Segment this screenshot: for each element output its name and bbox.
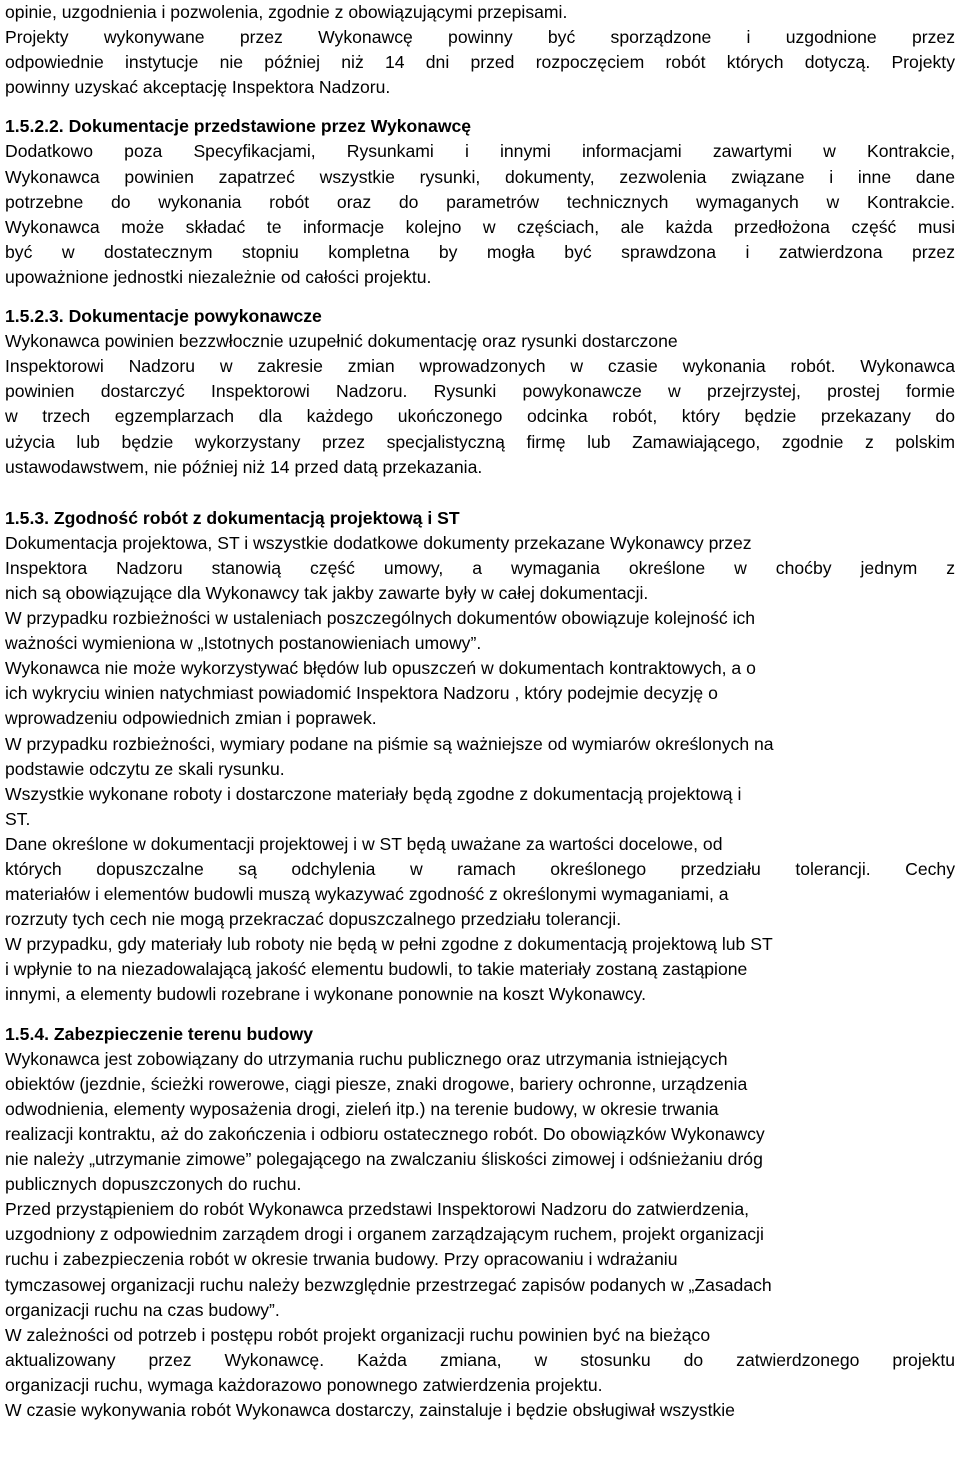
text-line: W zależności od potrzeb i postępu robót projekt organizacji ruchu powinien być na bieżąco: [5, 1324, 711, 1345]
section-1-5-4: [5, 1022, 955, 1424]
text-line: realizacji kontraktu, aż do zakończenia i odbioru ostatecznego robót. Do obowiązków Wykonawcy: [5, 1123, 765, 1144]
section-heading: [5, 304, 955, 329]
intro-paragraph: [5, 0, 955, 100]
text-line: W przypadku, gdy materiały lub roboty nie będą w pełni zgodne z dokumentacją projektową lub ST: [5, 934, 773, 955]
text-line: Dokumentacja projektowa, ST i wszystkie dodatkowe dokumenty przekazane Wykonawcy przez: [5, 532, 752, 553]
text-line: ich wykryciu winien natychmiast powiadomić Inspektora Nadzoru , który podejmie decyzję o: [5, 683, 718, 704]
text-line: potrzebne do wykonania robót oraz do parametrów technicznych wymaganych w Kontrakcie.: [5, 191, 955, 212]
text-line: i wpłynie to na niezadowalającą jakość elementu budowli, to takie materiały zostaną zastąpione: [5, 959, 748, 980]
text-line: powinien dostarczyć Inspektorowi Nadzoru. Rysunki powykonawcze w przejrzystej, prostej formie: [5, 381, 955, 402]
text-line: w trzech egzemplarzach dla każdego ukończonego odcinka robót, który będzie przekazany do: [5, 406, 955, 427]
text-line: których dopuszczalne są odchylenia w ramach określonego przedziału tolerancji. Cechy: [5, 859, 955, 879]
text-line: podstawie odczytu ze skali rysunku.: [5, 758, 285, 779]
text-line: powinny uzyskać akceptację Inspektora Nadzoru.: [5, 77, 391, 98]
section-number: 1.5.3.: [5, 507, 50, 528]
section-title: Zabezpieczenie terenu budowy: [53, 1023, 313, 1044]
text-line: Wykonawca powinien zapatrzeć wszystkie rysunki, dokumenty, zezwolenia związane i inne dane: [5, 166, 955, 187]
text-line: być w dostatecznym stopniu kompletna by mogła być sprawdzona i zatwierdzona przez: [5, 241, 955, 262]
text-line: ST.: [5, 808, 31, 829]
text-line: ruchu i zabezpieczenia robót w okresie trwania budowy. Przy opracowaniu i wdrażaniu: [5, 1249, 678, 1270]
section-heading: [5, 1022, 955, 1047]
text-line: Wykonawca jest zobowiązany do utrzymania ruchu publicznego oraz utrzymania istniejących: [5, 1048, 728, 1069]
section-number: 1.5.2.2.: [5, 116, 64, 137]
text-line: obiektów (jezdnie, ścieżki rowerowe, ciągi piesze, znaki drogowe, bariery ochronne, urządzenia: [5, 1073, 748, 1094]
text-line: upoważnione jednostki niezależnie od całości projektu.: [5, 266, 432, 287]
text-line: organizacji ruchu, wymaga każdorazowo ponownego zatwierdzenia projektu.: [5, 1374, 603, 1395]
section-title: Zgodność robót z dokumentacją projektową i ST: [53, 507, 460, 528]
section-body: [5, 139, 955, 290]
text-line: publicznych dopuszczonych do ruchu.: [5, 1174, 302, 1195]
section-title: Dokumentacje powykonawcze: [68, 306, 322, 327]
section-1-5-2-3: [5, 304, 955, 480]
text-line: ważności wymieniona w „Istotnych postanowieniach umowy”.: [5, 633, 482, 654]
text-line: nie należy „utrzymanie zimowe” polegającego na zwalczaniu śliskości zimowej i odśnieżaniu dróg: [5, 1149, 763, 1170]
text-line: Projekty wykonywane przez Wykonawcę powinny być sporządzone i uzgodnione przez: [5, 27, 955, 48]
text-line: odpowiednie instytucje nie później niż 14 dni przed rozpoczęciem robót których dotyczą. Projekty: [5, 52, 955, 73]
text-line: W przypadku rozbieżności w ustaleniach poszczególnych dokumentów obowiązuje kolejność ich: [5, 608, 756, 629]
text-line: opinie, uzgodnienia i pozwolenia, zgodnie z obowiązującymi przepisami.: [5, 2, 568, 22]
section-body: [5, 329, 955, 480]
text-line: W przypadku rozbieżności, wymiary podane na piśmie są ważniejsze od wymiarów określonych na: [5, 733, 774, 754]
text-line: aktualizowany przez Wykonawcę. Każda zmiana, w stosunku do zatwierdzonego projektu: [5, 1349, 955, 1370]
section-body: [5, 531, 955, 1008]
section-heading: [5, 114, 955, 139]
text-line: tymczasowej organizacji ruchu należy bezwzględnie przestrzegać zapisów podanych w „Zasadach: [5, 1274, 772, 1295]
text-line: Inspektorowi Nadzoru w zakresie zmian wprowadzonych w czasie wykonania robót. Wykonawca: [5, 356, 955, 377]
text-line: W czasie wykonywania robót Wykonawca dostarczy, zainstaluje i będzie obsługiwał wszystkie: [5, 1399, 735, 1420]
text-line: Wszystkie wykonane roboty i dostarczone materiały będą zgodne z dokumentacją projektową i: [5, 783, 742, 804]
text-line: odwodnienia, elementy wyposażenia drogi, zieleń itp.) na terenie budowy, w okresie trwania: [5, 1098, 719, 1119]
text-line: ustawodawstwem, nie później niż 14 przed datą przekazania.: [5, 456, 483, 477]
section-1-5-3: [5, 506, 955, 1008]
section-heading: [5, 506, 955, 531]
section-1-5-2-2: [5, 114, 955, 290]
text-line: organizacji ruchu na czas budowy”.: [5, 1299, 280, 1320]
section-title: Dokumentacje przedstawione przez Wykonawcę: [68, 116, 472, 137]
text-line: rozrzuty tych cech nie mogą przekraczać dopuszczalnego przedziału tolerancji.: [5, 909, 622, 930]
section-body: [5, 1047, 955, 1423]
text-line: Wykonawca nie może wykorzystywać błędów lub opuszczeń w dokumentach kontraktowych, a o: [5, 658, 756, 679]
text-line: Inspektora Nadzoru stanowią część umowy, a wymagania określone w choćby jednym z: [5, 557, 955, 578]
text-line: innymi, a elementy budowli rozebrane i wykonane ponownie na koszt Wykonawcy.: [5, 984, 647, 1005]
text-line: Dane określone w dokumentacji projektowej i w ST będą uważane za wartości docelowe, od: [5, 833, 723, 854]
section-number: 1.5.2.3.: [5, 306, 64, 327]
text-line: Wykonawca powinien bezzwłocznie uzupełnić dokumentację oraz rysunki dostarczone: [5, 331, 678, 352]
text-line: Wykonawca może składać te informacje kolejno w częściach, ale każda przedłożona część musi: [5, 216, 955, 237]
text-line: Dodatkowo poza Specyfikacjami, Rysunkami i innymi informacjami zawartymi w Kontrakcie,: [5, 141, 955, 162]
text-line: uzgodniony z odpowiednim zarządem drogi i organem zarządzającym ruchem, projekt organizacji: [5, 1224, 764, 1245]
section-number: 1.5.4.: [5, 1023, 50, 1044]
text-line: wprowadzeniu odpowiednich zmian i poprawek.: [5, 708, 377, 729]
text-line: nich są obowiązujące dla Wykonawcy tak jakby zawarte były w całej dokumentacji.: [5, 582, 649, 603]
text-line: użycia lub będzie wykorzystany przez specjalistyczną firmę lub Zamawiającego, zgodnie z polskim: [5, 431, 955, 452]
text-line: materiałów i elementów budowli muszą wykazywać zgodność z określonymi wymaganiami, a: [5, 884, 729, 905]
text-line: Przed przystąpieniem do robót Wykonawca przedstawi Inspektorowi Nadzoru do zatwierdzenia,: [5, 1199, 750, 1220]
